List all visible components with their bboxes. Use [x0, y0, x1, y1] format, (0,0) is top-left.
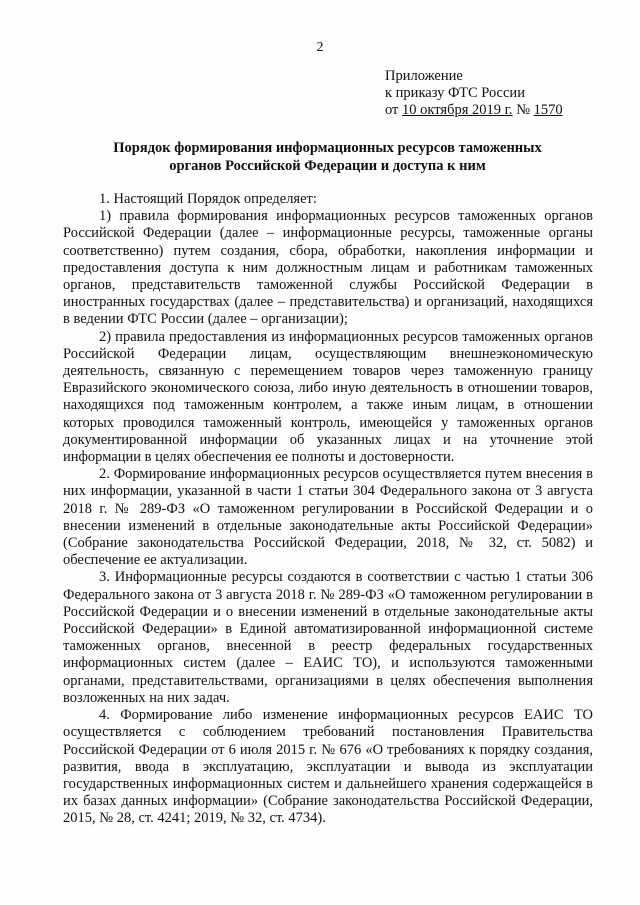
paragraph-4: 4. Формирование либо изменение информационных ресурсов ЕАИС ТО осуществляется с соблюдением требований постановления Правительства Российской Федерации от 6 июля 2015 г. № 676 «О требованиях к порядку создания, развития, ввода в эксплуатацию, эксплуатации и вывода из эксплуатации государственных информационных систем и дальнейшего хранения содержащейся в их базах данных информации» (Собрание законодательства Российской Федерации, 2015, № 28, ст. 4241; 2019, № 32, ст. 4734). — [63, 707, 593, 827]
appendix-order-ref: к приказу ФТС России — [385, 85, 525, 101]
paragraph-2: 2. Формирование информационных ресурсов осуществляется путем внесения в них информации, указанной в части 1 статьи 304 Федерального закона от 3 августа 2018 г. № 289-ФЗ «О таможенном регулировании в Российской Федерации и о внесении изменений в отдельные законодательные акты Российской Федерации» (Собрание законодательства Российской Федерации, 2018, № 32, ст. 5082) и обеспечение ее актуализации. — [63, 466, 593, 569]
appendix-date: 10 октября 2019 г. — [402, 102, 513, 118]
appendix-date-line — [385, 102, 563, 119]
paragraph-1-1: 1) правила формирования информационных ресурсов таможенных органов Российской Федерации (далее – информационные ресурсы, таможенные органы соответственно) путем создания, сбора, обработки, накопления информации и предоставления доступа к ним должностным лицам и работникам таможенных органов, представительств таможенной службы Российской Федерации в иностранных государствах (далее – представительства) и организаций, находящихся в ведении ФТС России (далее – организации); — [63, 208, 593, 328]
page-number: 2 — [316, 40, 324, 55]
appendix-block — [385, 68, 563, 119]
document-body — [63, 191, 593, 828]
document-title — [60, 139, 595, 175]
appendix-date-prefix: от — [385, 102, 403, 118]
appendix-label: Приложение — [385, 68, 463, 84]
appendix-number-prefix: № — [512, 102, 534, 118]
title-line-2: органов Российской Федерации и доступа к ним — [169, 158, 486, 174]
paragraph-3: 3. Информационные ресурсы создаются в соответствии с частью 1 статьи 306 Федерального закона от 3 августа 2018 г. № 289-ФЗ «О таможенном регулировании в Российской Федерации и о внесении изменений в отдельные законодательные акты Российской Федерации» в Единой автоматизированной информационной системе таможенных органов, внесенной в реестр федеральных государственных информационных систем (далее – ЕАИС ТО), и используются таможенными органами, представительствами, организациями в целях обеспечения выполнения возложенных на них задач. — [63, 569, 593, 706]
title-line-1: Порядок формирования информационных ресурсов таможенных — [113, 140, 542, 156]
appendix-number: 1570 — [533, 102, 563, 118]
paragraph-intro: 1. Настоящий Порядок определяет: — [99, 191, 317, 207]
paragraph-1-2: 2) правила предоставления из информационных ресурсов таможенных органов Российской Федерации лицам, осуществляющим внешнеэкономическую деятельность, связанную с перемещением товаров через таможенную границу Евразийского экономического союза, либо иную деятельность в отношении товаров, находящихся под таможенным контролем, а также иным лицам, в отношении которых проводился таможенный контроль, имеющейся у таможенных органов документированной информации об указанных лицах и на уточнение этой информации в целях обеспечения ее полноты и достоверности. — [63, 328, 593, 466]
